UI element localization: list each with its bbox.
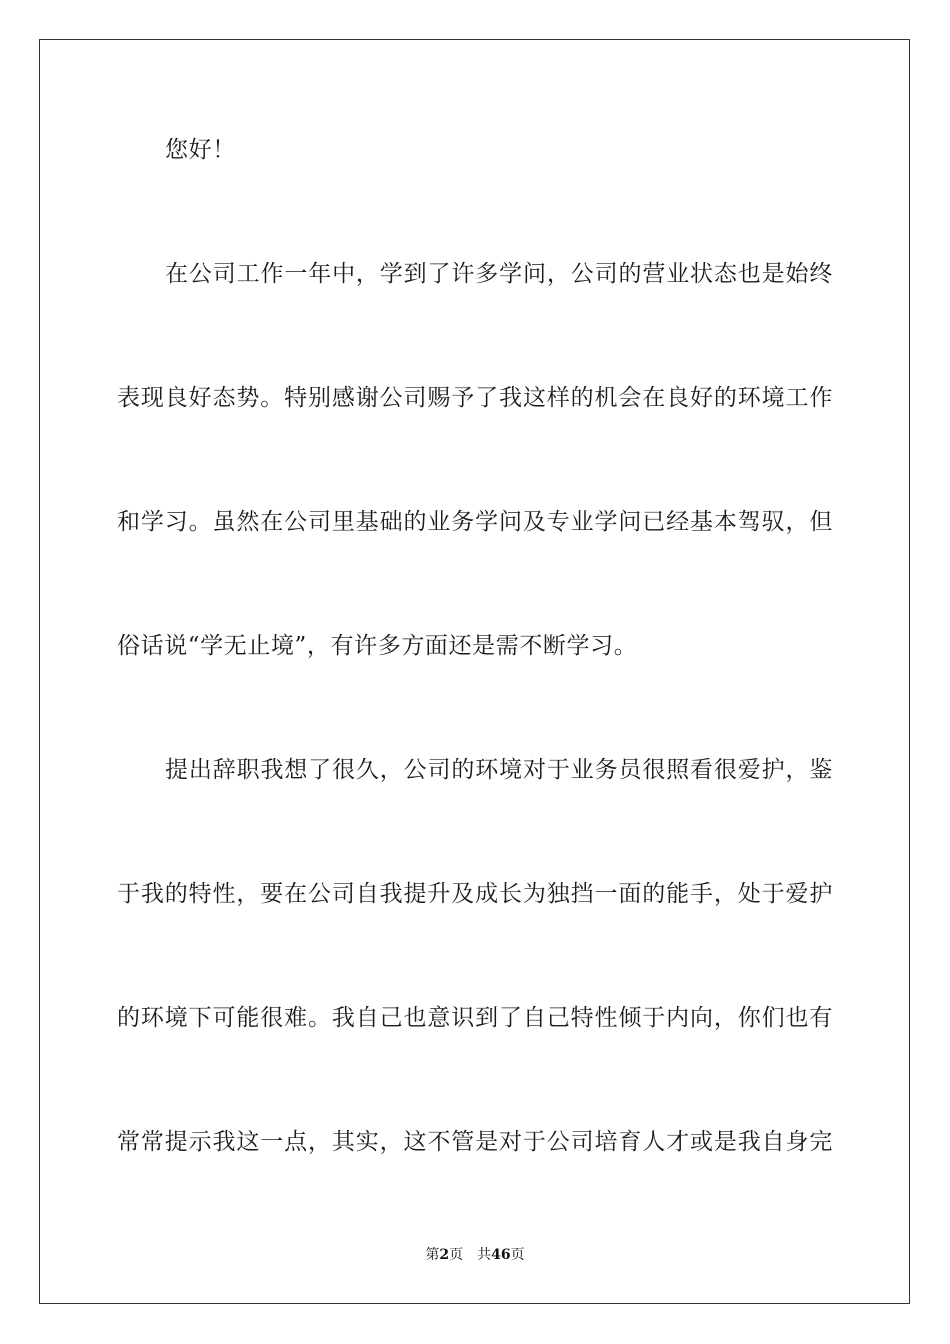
paragraph-1-line-4: 俗话说“学无止境”，有许多方面还是需不断学习。 xyxy=(117,633,638,659)
page-number: 2 xyxy=(439,1247,450,1263)
paragraph-2-line-3: 的环境下可能很难。我自己也意识到了自己特性倾于内向，你们也有 xyxy=(117,1005,833,1031)
paragraph-2-line-1: 提出辞职我想了很久，公司的环境对于业务员很照看很爱护，鉴 xyxy=(165,757,833,783)
total-prefix: 共 xyxy=(477,1247,492,1263)
page-frame xyxy=(39,39,910,1304)
paragraph-2-line-2: 于我的特性，要在公司自我提升及成长为独挡一面的能手，处于爱护 xyxy=(117,881,833,907)
greeting: 您好！ xyxy=(165,137,236,163)
total-pages: 46 xyxy=(491,1247,511,1263)
paragraph-1-line-3: 和学习。虽然在公司里基础的业务学问及专业学问已经基本驾驭，但 xyxy=(117,509,833,535)
total-suffix: 页 xyxy=(510,1247,525,1263)
page-prefix: 第 xyxy=(425,1247,440,1263)
paragraph-2-line-4: 常常提示我这一点，其实，这不管是对于公司培育人才或是我自身完 xyxy=(117,1129,833,1155)
paragraph-1-line-2: 表现良好态势。特别感谢公司赐予了我这样的机会在良好的环境工作 xyxy=(117,385,833,411)
paragraph-1-line-1: 在公司工作一年中，学到了许多学问，公司的营业状态也是始终 xyxy=(165,261,833,287)
page-suffix: 页 xyxy=(449,1247,464,1263)
page-footer xyxy=(0,1246,950,1264)
